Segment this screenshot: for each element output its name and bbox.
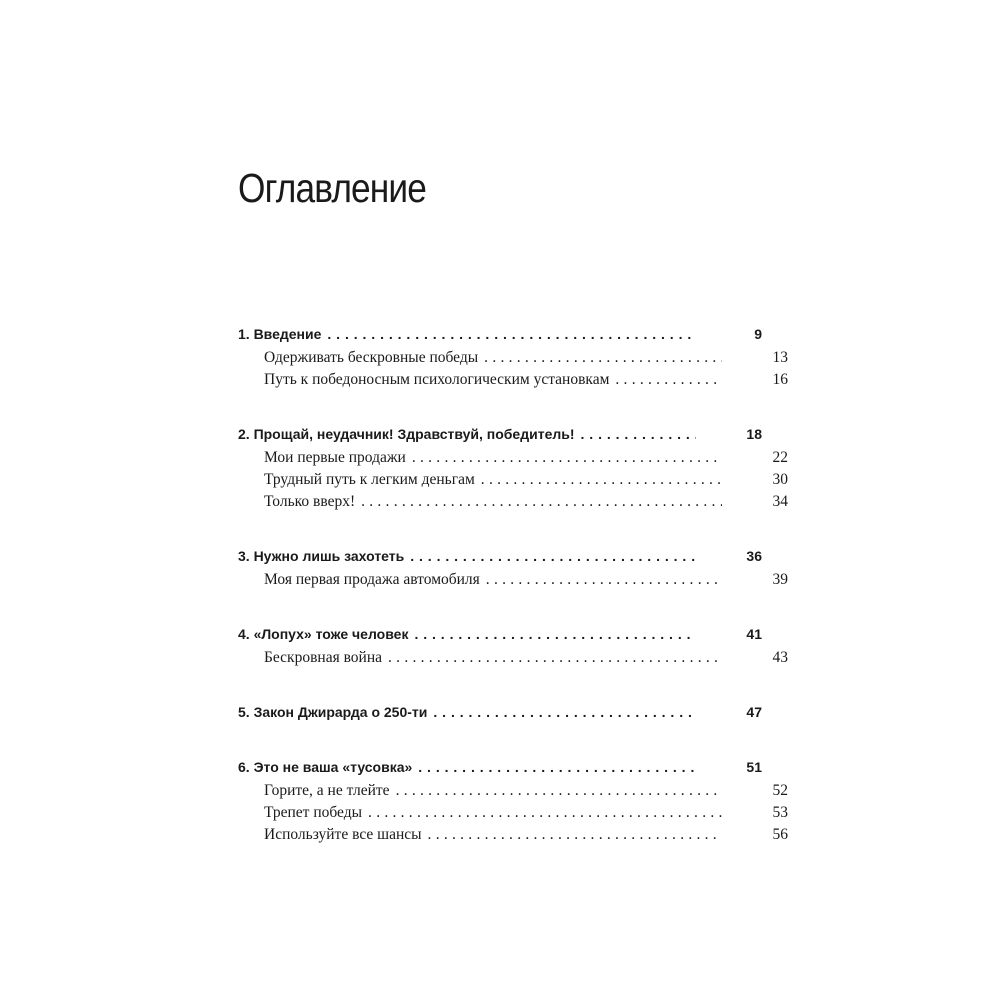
dot-leader [581, 422, 696, 446]
chapter-row [238, 622, 762, 646]
section-row [238, 347, 788, 369]
chapter-row [238, 422, 762, 446]
table-of-contents [238, 322, 788, 846]
dot-leader [396, 780, 722, 802]
chapter-title: 5. Закон Джирарда о 250-ти [238, 704, 428, 720]
chapter-page-number: 9 [754, 326, 762, 342]
section-page-number: 52 [772, 782, 788, 799]
dot-leader [410, 544, 696, 568]
section-row [238, 647, 788, 669]
section-title: Моя первая продажа автомобиля [264, 571, 480, 588]
chapter-6 [238, 755, 788, 846]
section-title: Горите, а не тлейте [264, 782, 390, 799]
section-page-number: 43 [772, 649, 788, 666]
chapter-title: 3. Нужно лишь захотеть [238, 548, 405, 564]
chapter-title: 2. Прощай, неудачник! Здравствуй, победитель! [238, 426, 575, 442]
section-title: Путь к победоносным психологическим установкам [264, 371, 610, 388]
section-title: Только вверх! [264, 493, 356, 510]
section-title: Используйте все шансы [264, 826, 422, 843]
chapter-page-number: 47 [746, 704, 762, 720]
dot-leader [368, 802, 722, 824]
section-row [238, 491, 788, 513]
dot-leader [361, 491, 722, 513]
chapter-page-number: 51 [746, 759, 762, 775]
dot-leader [433, 700, 696, 724]
chapter-row [238, 322, 762, 346]
dot-leader [412, 447, 722, 469]
section-page-number: 16 [772, 371, 788, 388]
chapter-title: 6. Это не ваша «тусовка» [238, 759, 413, 775]
section-row [238, 469, 788, 491]
dot-leader [428, 824, 722, 846]
chapter-2 [238, 422, 788, 513]
chapter-row [238, 700, 762, 724]
section-row [238, 780, 788, 802]
dot-leader [414, 622, 696, 646]
section-title: Трудный путь к легким деньгам [264, 471, 475, 488]
section-row [238, 824, 788, 846]
section-page-number: 53 [772, 804, 788, 821]
chapter-title: 1. Введение [238, 326, 322, 342]
chapter-page-number: 36 [746, 548, 762, 564]
section-page-number: 39 [772, 571, 788, 588]
dot-leader [484, 347, 722, 369]
section-page-number: 56 [772, 826, 788, 843]
section-row [238, 369, 788, 391]
chapter-page-number: 18 [746, 426, 762, 442]
chapter-4 [238, 622, 788, 669]
section-title: Трепет победы [264, 804, 363, 821]
chapter-5 [238, 700, 762, 724]
page-title: Оглавление [238, 165, 426, 211]
section-page-number: 13 [772, 349, 788, 366]
chapter-title: 4. «Лопух» тоже человек [238, 626, 409, 642]
section-title: Одерживать бескровные победы [264, 349, 479, 366]
section-page-number: 22 [772, 449, 788, 466]
dot-leader [327, 322, 696, 346]
section-row [238, 447, 788, 469]
section-title: Бескровная война [264, 649, 383, 666]
section-page-number: 34 [772, 493, 788, 510]
section-title: Мои первые продажи [264, 449, 406, 466]
chapter-1 [238, 322, 788, 391]
chapter-3 [238, 544, 788, 591]
chapter-page-number: 41 [746, 626, 762, 642]
chapter-row [238, 544, 762, 568]
dot-leader [615, 369, 722, 391]
section-row [238, 802, 788, 824]
dot-leader [486, 569, 722, 591]
section-page-number: 30 [772, 471, 788, 488]
dot-leader [418, 755, 696, 779]
dot-leader [388, 647, 722, 669]
section-row [238, 569, 788, 591]
dot-leader [481, 469, 722, 491]
chapter-row [238, 755, 762, 779]
